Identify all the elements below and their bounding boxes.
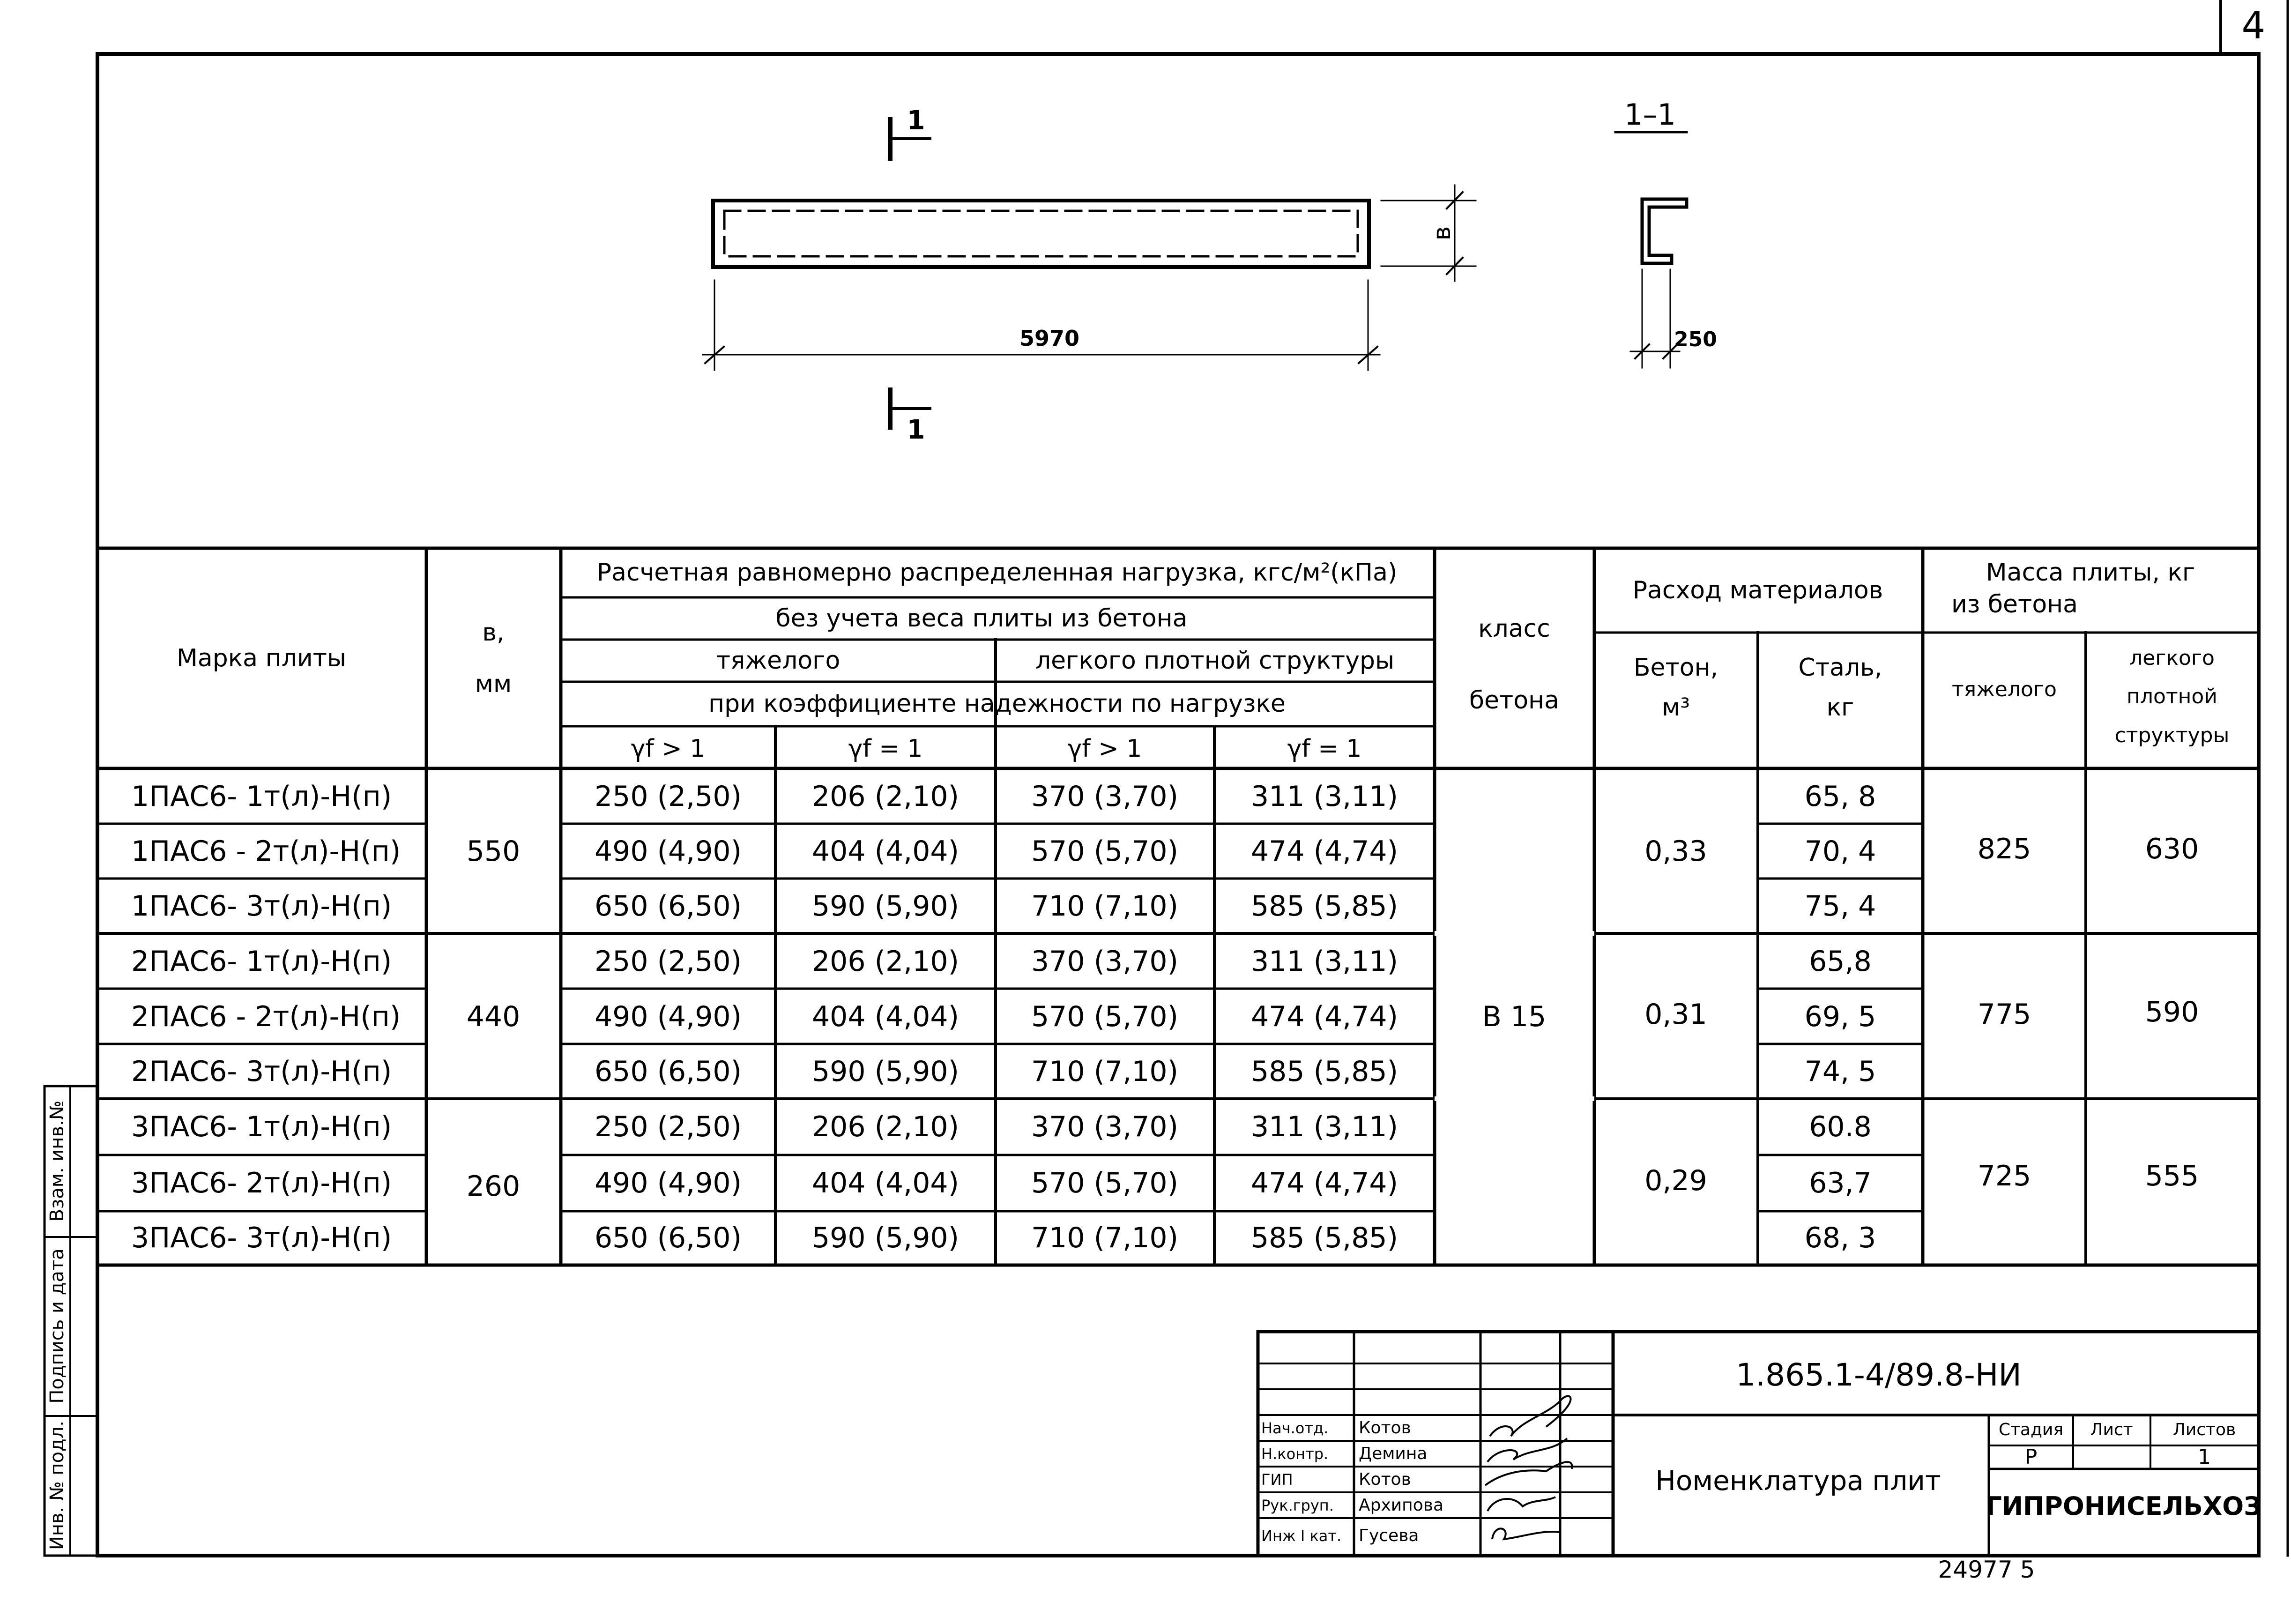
plate-hidden-line xyxy=(724,211,1358,256)
steel-consumption: 69, 5 xyxy=(1804,1000,1876,1033)
mass-heavy-header: тяжелого xyxy=(1952,678,2057,701)
load-light-eq1: 585 (5,85) xyxy=(1250,1055,1398,1088)
load-heavy-gt1: 650 (6,50) xyxy=(594,1222,742,1254)
load-light-gt1: 570 (5,70) xyxy=(1031,1167,1179,1199)
load-heavy-eq1: 404 (4,04) xyxy=(811,1167,960,1199)
signer-role: Инж I кат. xyxy=(1261,1527,1342,1545)
steel-consumption: 70, 4 xyxy=(1804,835,1876,868)
concrete-volume: 0,29 xyxy=(1644,1164,1707,1197)
steel-consumption: 68, 3 xyxy=(1804,1222,1876,1254)
concrete-class: В 15 xyxy=(1482,1000,1547,1033)
plate-mark: 2ПАС6 - 2т(л)-Н(п) xyxy=(131,1000,401,1033)
load-heavy-eq1: 590 (5,90) xyxy=(811,1055,960,1088)
load-light-gt1: 370 (3,70) xyxy=(1031,945,1179,978)
mass-light: 590 xyxy=(2145,996,2199,1028)
concrete-volume: 0,31 xyxy=(1644,998,1707,1031)
load-light-eq1: 474 (4,74) xyxy=(1250,1000,1398,1033)
sheets-value: 1 xyxy=(2198,1445,2211,1469)
load-header: Расчетная равномерно распределенная нагрузка, кгс/м²(кПа) xyxy=(596,559,1398,587)
load-heavy-gt1: 650 (6,50) xyxy=(594,890,742,923)
signer-role: Н.контр. xyxy=(1261,1445,1329,1463)
side-stamp-signature-date: Подпись и дата xyxy=(46,1248,68,1404)
col-mark-header: Марка плиты xyxy=(177,644,346,672)
load-light-gt1: 570 (5,70) xyxy=(1031,835,1179,868)
steel-consumption: 65,8 xyxy=(1809,945,1872,978)
plate-mark: 3ПАС6- 3т(л)-Н(п) xyxy=(131,1222,392,1254)
plate-mark: 2ПАС6- 1т(л)-Н(п) xyxy=(131,945,392,978)
load-heavy-eq1: 206 (2,10) xyxy=(811,780,960,813)
load-light-eq1: 311 (3,11) xyxy=(1250,1110,1398,1143)
mass-light: 630 xyxy=(2145,833,2199,865)
steel-consumption: 74, 5 xyxy=(1804,1055,1876,1088)
mass-subheader: из бетона xyxy=(1951,590,2078,618)
mass-heavy: 725 xyxy=(1977,1160,2031,1192)
plate-width: 440 xyxy=(466,1000,521,1033)
section-mark-bottom: 1 xyxy=(907,415,925,445)
signer-role: ГИП xyxy=(1261,1471,1293,1489)
load-heavy-gt1: 250 (2,50) xyxy=(594,945,742,978)
plate-mark: 3ПАС6- 2т(л)-Н(п) xyxy=(131,1167,392,1199)
gamma-heavy-gt1: γf > 1 xyxy=(631,735,706,763)
steel-consumption: 75, 4 xyxy=(1804,890,1876,923)
concrete-volume: 0,33 xyxy=(1644,835,1707,868)
heavy-concrete-header: тяжелого xyxy=(716,647,841,675)
materials-header: Расход материалов xyxy=(1632,576,1883,604)
gamma-heavy-eq1: γf = 1 xyxy=(848,735,923,763)
plate-mark: 2ПАС6- 3т(л)-Н(п) xyxy=(131,1055,392,1088)
plate-width: 260 xyxy=(466,1170,521,1203)
load-heavy-gt1: 490 (4,90) xyxy=(594,1000,742,1033)
load-heavy-eq1: 206 (2,10) xyxy=(811,945,960,978)
steel-consumption: 63,7 xyxy=(1809,1167,1872,1199)
steel-consumption: 65, 8 xyxy=(1804,780,1876,813)
plate-mark: 1ПАС6- 3т(л)-Н(п) xyxy=(131,890,392,923)
side-stamp-vzam: Взам. инв.№ xyxy=(46,1100,68,1222)
signer-role: Рук.груп. xyxy=(1261,1497,1334,1514)
load-heavy-eq1: 404 (4,04) xyxy=(811,835,960,868)
mass-light-header-2: плотной xyxy=(2127,685,2217,708)
signer-name: Архипова xyxy=(1359,1496,1444,1515)
gamma-light-gt1: γf > 1 xyxy=(1067,735,1142,763)
class-header-2: бетона xyxy=(1469,686,1560,715)
stage-value: Р xyxy=(2024,1445,2038,1469)
coefficient-header: при коэффициенте надежности по нагрузке xyxy=(708,690,1286,718)
load-heavy-eq1: 404 (4,04) xyxy=(811,1000,960,1033)
section-mark-top: 1 xyxy=(907,105,925,136)
organization-name: ГИПРОНИСЕЛЬХОЗ xyxy=(1986,1491,2262,1521)
signer-name: Котов xyxy=(1359,1418,1411,1438)
class-header-1: класс xyxy=(1478,615,1550,643)
load-heavy-eq1: 590 (5,90) xyxy=(811,1222,960,1254)
plate-mark: 1ПАС6 - 2т(л)-Н(п) xyxy=(131,835,401,868)
load-heavy-eq1: 590 (5,90) xyxy=(811,890,960,923)
plate-mark: 1ПАС6- 1т(л)-Н(п) xyxy=(131,780,392,813)
section-title: 1–1 xyxy=(1624,97,1676,132)
load-heavy-gt1: 490 (4,90) xyxy=(594,1167,742,1199)
load-light-gt1: 710 (7,10) xyxy=(1031,1222,1179,1254)
load-light-gt1: 710 (7,10) xyxy=(1031,1055,1179,1088)
mass-header: Масса плиты, кг xyxy=(1986,559,2195,587)
sheets-label: Листов xyxy=(2172,1420,2236,1439)
load-light-eq1: 474 (4,74) xyxy=(1250,1167,1398,1199)
steel-header: Сталь, xyxy=(1798,654,1882,682)
stage-label: Стадия xyxy=(1998,1420,2064,1439)
signer-name: Котов xyxy=(1359,1470,1411,1489)
flange-dimension: 250 xyxy=(1674,328,1717,351)
length-dimension: 5970 xyxy=(1019,326,1080,351)
sheet-label: Лист xyxy=(2090,1420,2133,1439)
load-light-eq1: 474 (4,74) xyxy=(1250,835,1398,868)
load-heavy-gt1: 250 (2,50) xyxy=(594,1110,742,1143)
steel-unit: кг xyxy=(1826,693,1854,722)
signer-name: Гусева xyxy=(1359,1526,1419,1545)
signer-role: Нач.отд. xyxy=(1261,1419,1329,1437)
mass-light-header-3: структуры xyxy=(2114,723,2230,747)
load-heavy-gt1: 250 (2,50) xyxy=(594,780,742,813)
plate-width: 550 xyxy=(466,835,521,868)
mass-light: 555 xyxy=(2145,1160,2199,1192)
col-width-header: в, xyxy=(482,618,505,647)
sheet-number: 4 xyxy=(2241,4,2266,47)
load-light-eq1: 311 (3,11) xyxy=(1250,945,1398,978)
load-light-gt1: 570 (5,70) xyxy=(1031,1000,1179,1033)
load-heavy-gt1: 490 (4,90) xyxy=(594,835,742,868)
load-light-gt1: 710 (7,10) xyxy=(1031,890,1179,923)
load-light-eq1: 311 (3,11) xyxy=(1250,780,1398,813)
mass-heavy: 775 xyxy=(1977,998,2031,1031)
mass-light-header-1: легкого xyxy=(2129,646,2215,670)
load-light-gt1: 370 (3,70) xyxy=(1031,780,1179,813)
load-light-eq1: 585 (5,85) xyxy=(1250,1222,1398,1254)
load-subheader: без учета веса плиты из бетона xyxy=(775,604,1188,633)
steel-consumption: 60.8 xyxy=(1809,1110,1872,1143)
archive-number: 24977 5 xyxy=(1938,1556,2035,1583)
load-light-eq1: 585 (5,85) xyxy=(1250,890,1398,923)
document-code: 1.865.1-4/89.8-НИ xyxy=(1736,1357,2022,1393)
col-width-unit: мм xyxy=(475,670,512,698)
concrete-unit: м³ xyxy=(1661,693,1690,722)
gamma-light-eq1: γf = 1 xyxy=(1287,735,1362,763)
plate-mark: 3ПАС6- 1т(л)-Н(п) xyxy=(131,1110,392,1143)
document-title: Номенклатура плит xyxy=(1655,1465,1941,1497)
concrete-header: Бетон, xyxy=(1633,654,1718,682)
load-light-gt1: 370 (3,70) xyxy=(1031,1110,1179,1143)
light-concrete-header: легкого плотной структуры xyxy=(1035,647,1395,675)
width-dimension-symbol: в xyxy=(1428,226,1456,241)
load-heavy-eq1: 206 (2,10) xyxy=(811,1110,960,1143)
signer-name: Демина xyxy=(1359,1444,1428,1463)
load-heavy-gt1: 650 (6,50) xyxy=(594,1055,742,1088)
mass-heavy: 825 xyxy=(1977,833,2031,865)
side-stamp-inv-podl: Инв. № подл. xyxy=(46,1421,68,1550)
